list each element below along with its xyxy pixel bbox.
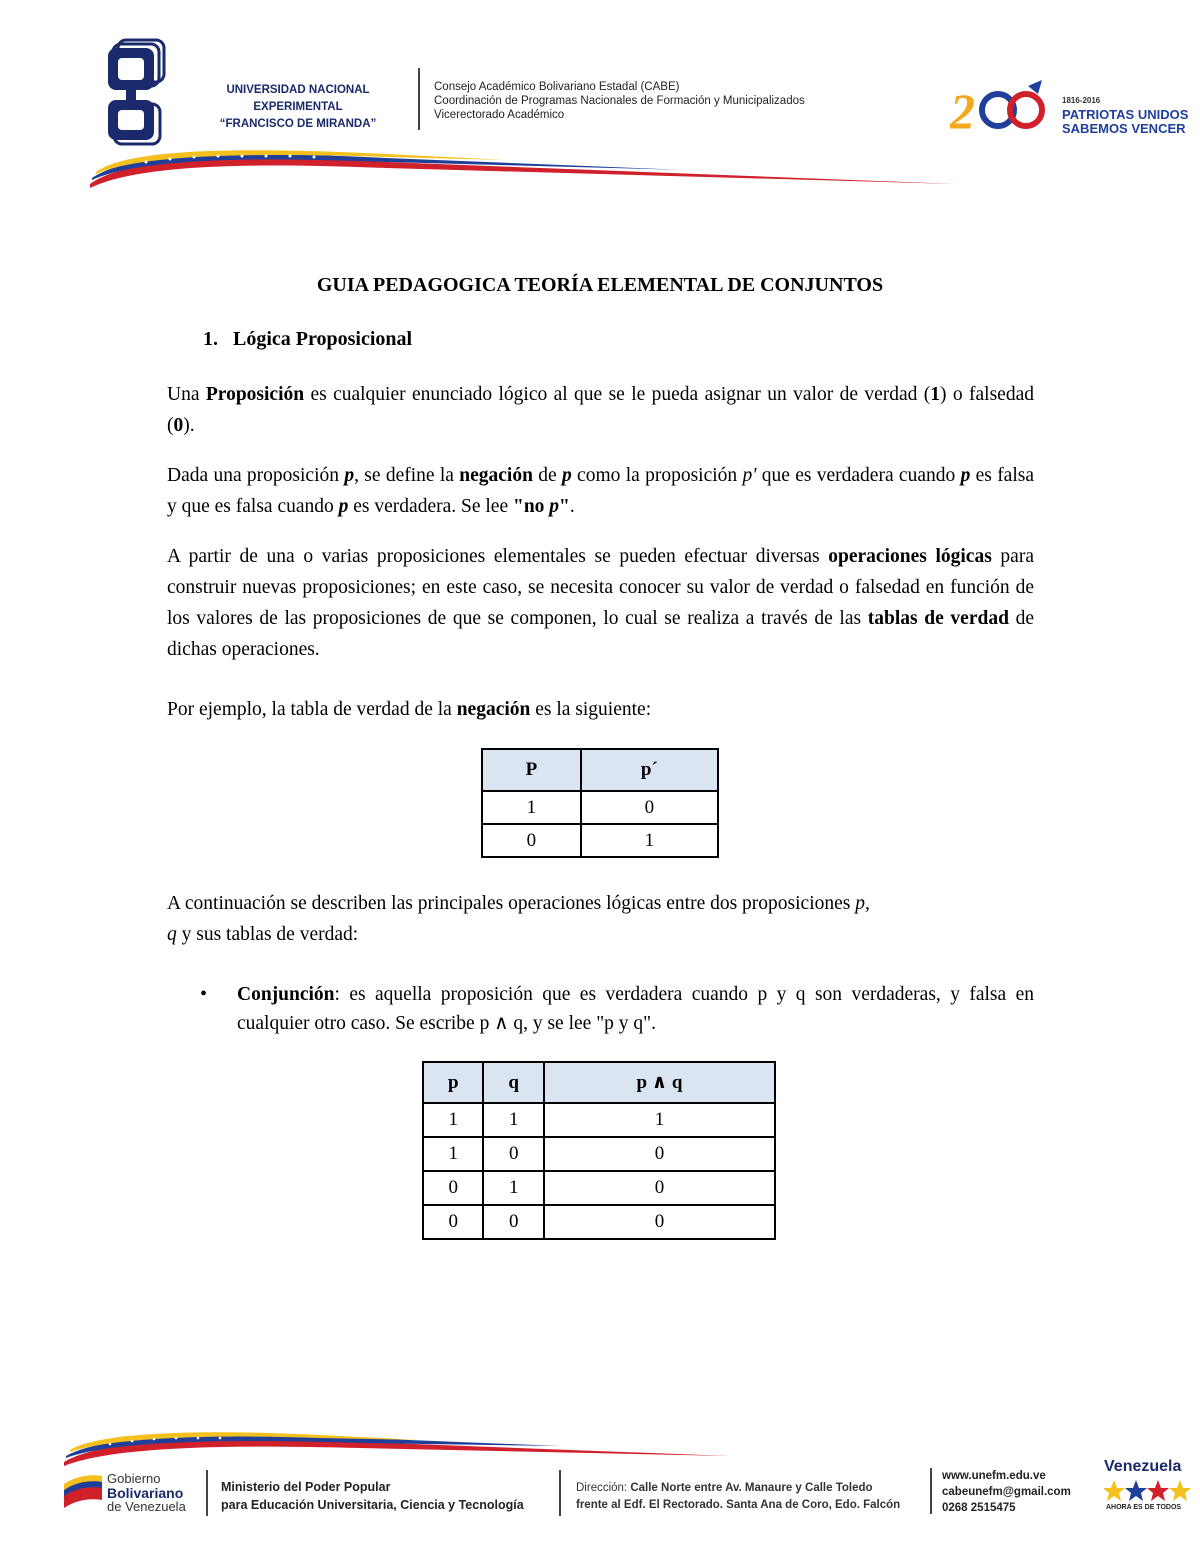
bullet-marker: • (200, 983, 208, 1005)
table-header: q (483, 1062, 543, 1103)
table-cell: 1 (482, 791, 581, 824)
document-title: GUIA PEDAGOGICA TEORÍA ELEMENTAL DE CONJUNTOS (316, 274, 884, 296)
table-cell: 1 (581, 824, 718, 857)
table-header: P (482, 749, 581, 791)
footer-divider (559, 1470, 561, 1516)
venezuela-logo: Venezuela (1104, 1458, 1182, 1475)
council-info: Consejo Académico Bolivariano Estadal (CABE) Coordinación de Programas Nacionales de Formación y Municipalizados Vicerectorado Académico (434, 81, 805, 121)
brand-slogan: 1816-2016 PATRIOTAS UNIDOS SABEMOS VENCER (1062, 96, 1189, 136)
website-link[interactable]: www.unefm.edu.ve (942, 1470, 1046, 1482)
footer-divider (930, 1468, 932, 1514)
conjunction-truth-table (422, 1061, 776, 1240)
ministry-name: Ministerio del Poder Popular para Educación Universitaria, Ciencia y Tecnología (221, 1480, 524, 1512)
table-cell: 1 (483, 1103, 543, 1137)
table-cell: 0 (544, 1171, 775, 1205)
address: Dirección: Calle Norte entre Av. Manaure y Calle Toledo frente al Edf. El Rectorado. Santa Ana de Coro, Edo. Falcón (576, 1482, 901, 1511)
government-name: Gobierno Bolivariano de Venezuela (107, 1471, 186, 1514)
table-cell: 0 (423, 1205, 483, 1239)
table-cell: 0 (544, 1205, 775, 1239)
footer-divider (206, 1470, 208, 1516)
flag-swoosh-bottom (60, 1432, 740, 1468)
table-header: p ∧ q (544, 1062, 775, 1103)
contact-info (942, 1468, 1071, 1516)
table-cell: 0 (423, 1171, 483, 1205)
email-link[interactable]: cabeunefm@gmail.com (942, 1486, 1071, 1498)
phone-number: 0268 2515475 (942, 1502, 1016, 1514)
people-stars-icon (1104, 1478, 1196, 1504)
paragraph-operations: A partir de una o varias proposiciones elementales se pueden efectuar diversas operaciones lógicas para construir nuevas proposiciones; en este caso, se necesita conocer su valor de verdad o falsedad en función de los valores de las proposiciones de que se componen, lo cual se realiza a través de las tablas de verdad de dichas operaciones. (167, 546, 1034, 660)
venezuela-tagline: AHORA ES DE TODOS (1106, 1504, 1182, 1511)
bullet-conjunction: Conjunción: es aquella proposición que es verdadera cuando p y q son verdaderas, y falsa en cualquier otro caso. Se escribe p ∧ q, y se lee "p y q". (237, 984, 1034, 1034)
negation-truth-table (481, 748, 719, 858)
venezuela-flag-icon (62, 1470, 104, 1510)
table-cell: 1 (423, 1103, 483, 1137)
table-cell: 0 (581, 791, 718, 824)
table-cell: 0 (483, 1137, 543, 1171)
table-cell: 1 (423, 1137, 483, 1171)
section-heading: 1. Lógica Proposicional (203, 328, 413, 350)
bicentennial-logo (950, 80, 1060, 136)
paragraph-operations-intro: A continuación se describen las principales operaciones lógicas entre dos proposiciones p, q y sus tablas de verdad: (167, 893, 870, 945)
paragraph-example: Por ejemplo, la tabla de verdad de la negación es la siguiente: (167, 699, 652, 720)
table-cell: 1 (544, 1103, 775, 1137)
table-cell: 0 (482, 824, 581, 857)
table-cell: 0 (544, 1137, 775, 1171)
university-logo (104, 38, 172, 146)
svg-text:2: 2 (950, 83, 975, 136)
paragraph-negation: Dada una proposición p, se define la negación de p como la proposición p' que es verdadera cuando p es falsa y que es falsa cuando p es verdadera. Se lee "no p". (167, 465, 1035, 517)
university-name: UNIVERSIDAD NACIONAL EXPERIMENTAL “FRANCISCO DE MIRANDA” (219, 84, 377, 130)
table-cell: 1 (483, 1171, 543, 1205)
table-header: p´ (581, 749, 718, 791)
flag-swoosh-top (86, 148, 966, 190)
header-divider (418, 68, 420, 130)
table-header: p (423, 1062, 483, 1103)
table-cell: 0 (483, 1205, 543, 1239)
paragraph-proposition: Una Proposición es cualquier enunciado lógico al que se le pueda asignar un valor de verdad (1) o falsedad (0). (167, 384, 1034, 436)
